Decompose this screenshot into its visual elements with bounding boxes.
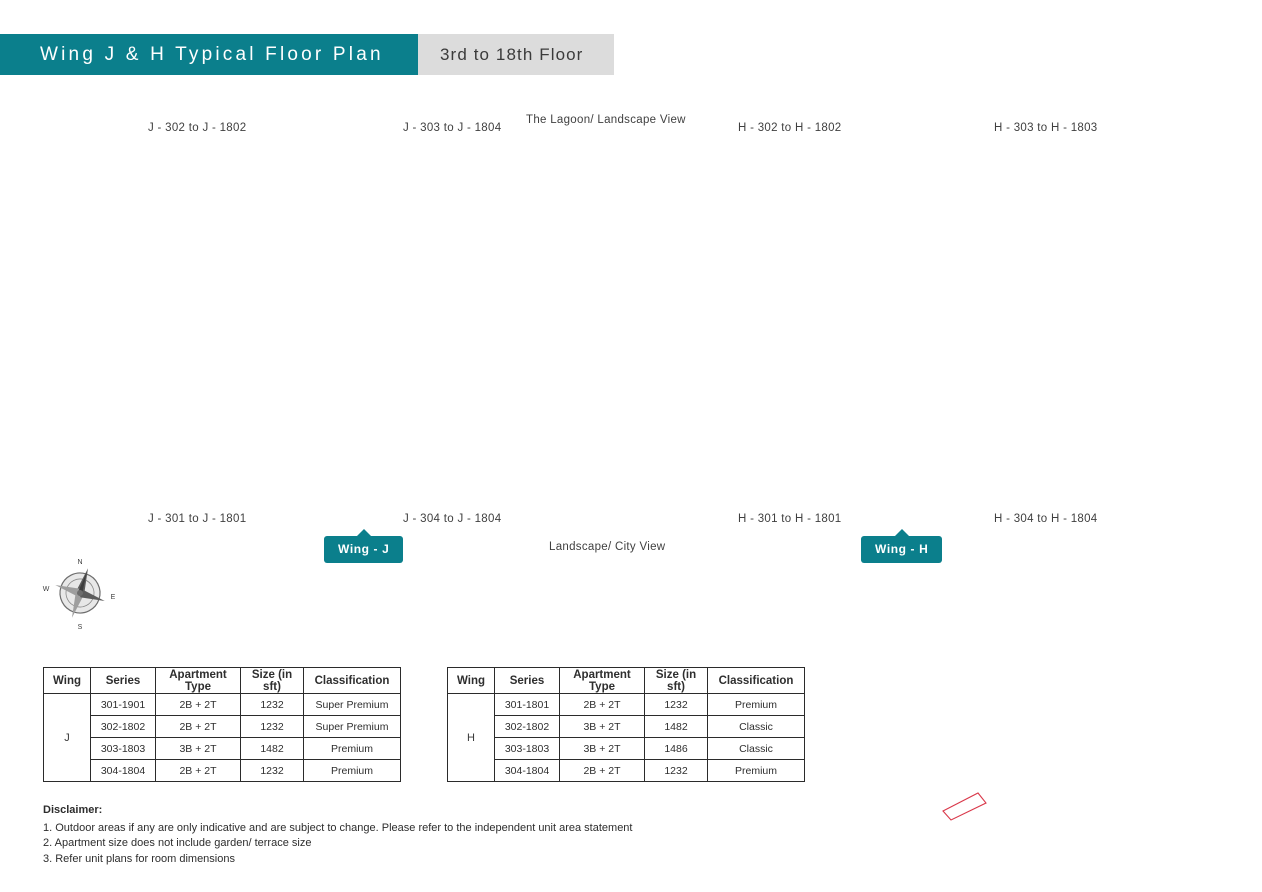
page-header [0, 34, 614, 75]
cell-type: 2B + 2T [156, 716, 241, 738]
cell-size: 1482 [645, 716, 708, 738]
table-row [44, 760, 401, 782]
disclaimer-line-2: 2. Apartment size does not include garden/ terrace size [43, 837, 312, 849]
view-label-lagoon: The Lagoon/ Landscape View [526, 114, 686, 126]
cell-series: 302-1802 [495, 716, 560, 738]
cell-size: 1232 [241, 760, 304, 782]
compass-west-label: W [42, 586, 50, 593]
col-header-apartment-type: Apartment Type [560, 668, 645, 694]
cell-series: 301-1801 [495, 694, 560, 716]
cell-series: 302-1802 [91, 716, 156, 738]
cell-wing: H [448, 694, 495, 782]
unit-table-wing-h [447, 667, 805, 782]
cell-type: 3B + 2T [560, 738, 645, 760]
cell-type: 2B + 2T [156, 694, 241, 716]
stray-mark-icon [938, 789, 990, 823]
cell-wing: J [44, 694, 91, 782]
disclaimer-line-1: 1. Outdoor areas if any are only indicative and are subject to change. Please refer to the independent unit area statement [43, 821, 633, 834]
unit-table-wing-j [43, 667, 401, 782]
unit-label-j-303: J - 303 to J - 1804 [403, 122, 502, 134]
cell-series: 304-1804 [495, 760, 560, 782]
cell-classification: Classic [708, 738, 805, 760]
table-row [448, 694, 805, 716]
table-row [448, 716, 805, 738]
cell-size: 1486 [645, 738, 708, 760]
col-header-wing: Wing [448, 668, 495, 694]
table-row [44, 716, 401, 738]
cell-type: 3B + 2T [560, 716, 645, 738]
view-label-city: Landscape/ City View [549, 541, 666, 553]
cell-classification: Premium [304, 760, 401, 782]
unit-label-h-302: H - 302 to H - 1802 [738, 122, 842, 134]
cell-series: 301-1901 [91, 694, 156, 716]
table-row [44, 738, 401, 760]
unit-label-j-304: J - 304 to J - 1804 [403, 513, 502, 525]
cell-classification: Premium [708, 694, 805, 716]
page-title: Wing J & H Typical Floor Plan [0, 34, 418, 75]
unit-label-h-303: H - 303 to H - 1803 [994, 122, 1098, 134]
unit-label-j-302: J - 302 to J - 1802 [148, 122, 247, 134]
cell-size: 1232 [241, 694, 304, 716]
unit-label-h-301: H - 301 to H - 1801 [738, 513, 842, 525]
cell-type: 2B + 2T [560, 694, 645, 716]
cell-size: 1232 [645, 760, 708, 782]
col-header-size: Size (in sft) [645, 668, 708, 694]
cell-type: 2B + 2T [156, 760, 241, 782]
cell-classification: Classic [708, 716, 805, 738]
cell-classification: Premium [304, 738, 401, 760]
cell-type: 2B + 2T [560, 760, 645, 782]
table-row [448, 738, 805, 760]
compass-rose-icon [40, 553, 120, 633]
cell-classification: Super Premium [304, 716, 401, 738]
disclaimer-line-3: 3. Refer unit plans for room dimensions [43, 852, 235, 865]
cell-series: 304-1804 [91, 760, 156, 782]
col-header-classification: Classification [708, 668, 805, 694]
unit-label-h-304: H - 304 to H - 1804 [994, 513, 1098, 525]
cell-series: 303-1803 [495, 738, 560, 760]
col-header-size: Size (in sft) [241, 668, 304, 694]
cell-size: 1232 [241, 716, 304, 738]
table-row [44, 694, 401, 716]
disclaimer-title: Disclaimer: [43, 804, 103, 816]
cell-classification: Super Premium [304, 694, 401, 716]
wing-tag-h: Wing - H [861, 536, 942, 563]
compass-north-label: N [77, 559, 83, 566]
cell-type: 3B + 2T [156, 738, 241, 760]
compass-south-label: S [77, 624, 83, 631]
cell-size: 1232 [645, 694, 708, 716]
table-header-row [44, 668, 401, 694]
disclaimer [43, 803, 632, 867]
cell-size: 1482 [241, 738, 304, 760]
col-header-apartment-type: Apartment Type [156, 668, 241, 694]
cell-series: 303-1803 [91, 738, 156, 760]
unit-label-j-301: J - 301 to J - 1801 [148, 513, 247, 525]
col-header-wing: Wing [44, 668, 91, 694]
floor-range-label: 3rd to 18th Floor [418, 34, 614, 75]
col-header-series: Series [91, 668, 156, 694]
table-header-row [448, 668, 805, 694]
wing-tag-j: Wing - J [324, 536, 403, 563]
col-header-series: Series [495, 668, 560, 694]
compass-east-label: E [110, 594, 116, 601]
table-row [448, 760, 805, 782]
col-header-classification: Classification [304, 668, 401, 694]
cell-classification: Premium [708, 760, 805, 782]
